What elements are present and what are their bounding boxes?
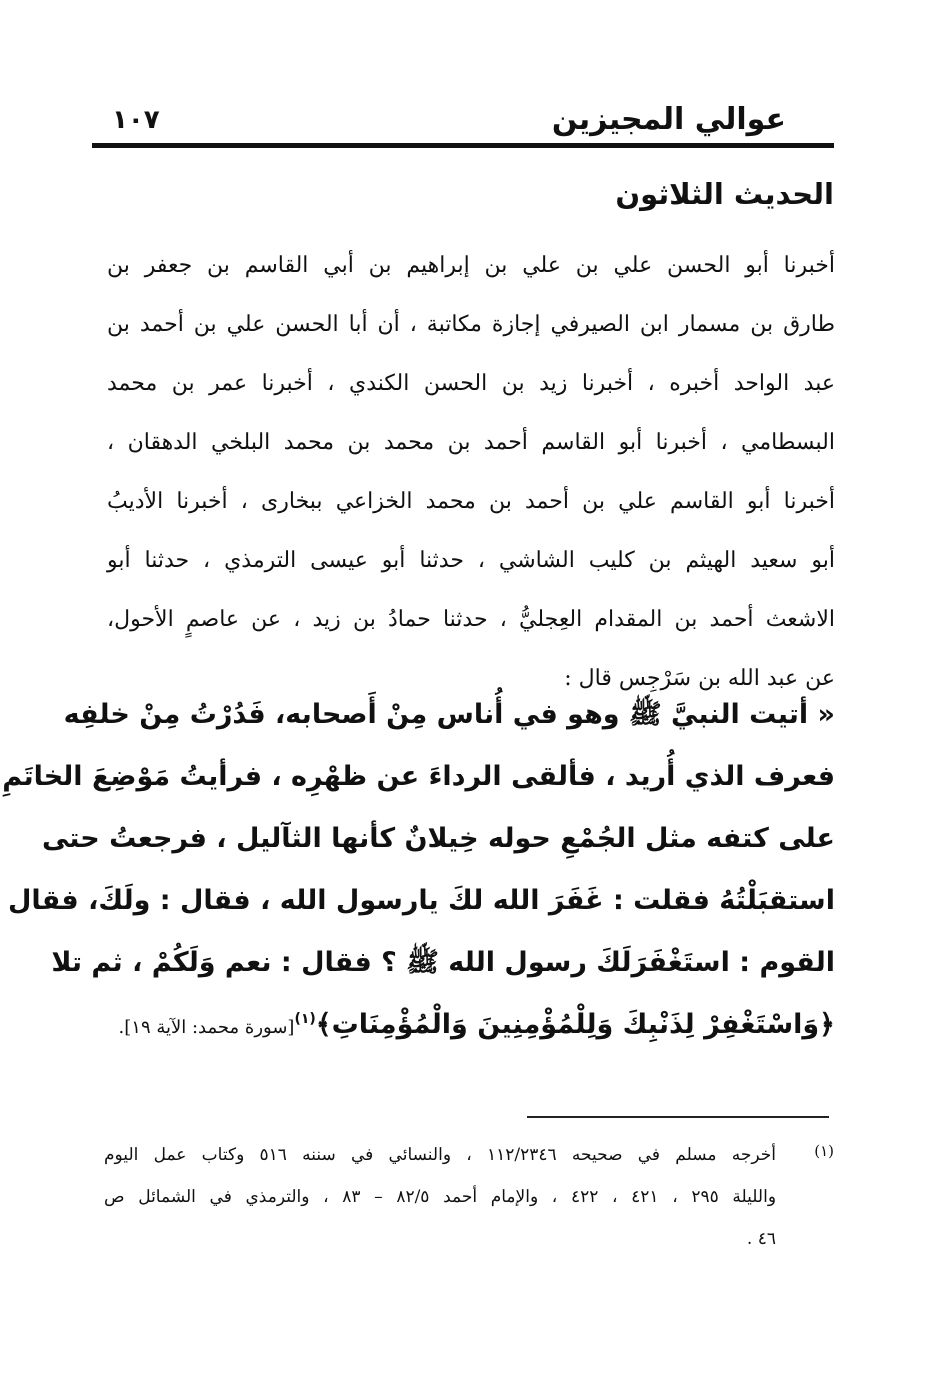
matn-paragraph <box>2 684 835 1056</box>
footnote-line: أخرجه مسلم في صحيحه ١١٢/٢٣٤٦ ، والنسائي في سننه ٥١٦ وكتاب عمل اليوم <box>104 1145 776 1165</box>
isnad-line: البسطامي ، أخبرنا أبو القاسم أحمد بن محمد بن محمد البلخي الدهقان ، <box>107 430 835 455</box>
isnad-line: أبو سعيد الهيثم بن كليب الشاشي ، حدثنا أبو عيسى الترمذي ، حدثنا أبو <box>107 548 835 573</box>
isnad-line: أخبرنا أبو القاسم علي بن أحمد بن محمد الخزاعي ببخارى ، أخبرنا الأديبُ <box>107 489 835 514</box>
matn-line: استقبَلْتُهُ فقلت : غَفَرَ الله لكَ يارسول الله ، فقال : ولَكَ، فقال <box>8 885 835 916</box>
matn-line-last <box>105 994 835 1056</box>
hadith-title: الحديث الثلاثون <box>615 177 834 211</box>
isnad-line: طارق بن مسمار ابن الصيرفي إجازة مكاتبة ، أن أبا الحسن علي بن أحمد بن <box>107 312 835 337</box>
isnad-line: عن عبد الله بن سَرْجِس قال : <box>564 666 835 691</box>
isnad-line: عبد الواحد أخبره ، أخبرنا زيد بن الحسن الكندي ، أخبرنا عمر بن محمد <box>107 371 835 396</box>
quran-verse: ﴿وَاسْتَغْفِرْ لِذَنْبِكَ وَلِلْمُؤْمِنِينَ وَالْمُؤْمِنَاتِ﴾ <box>315 1009 835 1040</box>
isnad-paragraph <box>107 236 835 708</box>
footnote-separator <box>527 1116 829 1118</box>
matn-line: فعرف الذي أُريد ، فألقى الرداءَ عن ظهْرِه ، فرأيتُ مَوْضِعَ الخاتَمِ <box>2 761 835 792</box>
isnad-line: الاشعث أحمد بن المقدام العِجليُّ ، حدثنا حمادُ بن زيد ، عن عاصمٍ الأحول، <box>107 607 835 632</box>
footnote-body <box>104 1134 776 1260</box>
surah-reference: [سورة محمد: الآية ١٩]. <box>118 1017 295 1038</box>
matn-line: « أتيت النبيَّ ﷺ وهو في أُناس مِنْ أَصحابه، فَدُرْتُ مِنْ خلفِه <box>63 699 835 730</box>
footnote-line: ٤٦ . <box>746 1229 776 1249</box>
isnad-line: أخبرنا أبو الحسن علي بن علي بن إبراهيم بن أبي القاسم بن جعفر بن <box>107 253 835 278</box>
footnote <box>104 1134 834 1260</box>
header-rule <box>92 143 834 148</box>
footnote-reference: (١) <box>294 1011 316 1027</box>
footnote-line: والليلة ٢٩٥ ، ٤٢١ ، ٤٢٢ ، والإمام أحمد ٨٢/٥ – ٨٣ ، والترمذي في الشمائل ص <box>104 1187 777 1207</box>
matn-line: القوم : استَغْفَرَلَكَ رسول الله ﷺ ؟ فقال : نعم وَلَكُمْ ، ثم تلا <box>51 947 835 978</box>
page-header <box>92 100 834 144</box>
matn-line: على كتفه مثل الجُمْعِ حوله خِيلانٌ كأنها الثآليل ، فرجعتُ حتى <box>41 823 835 854</box>
page-number: ١٠٧ <box>112 105 160 135</box>
running-title: عوالي المجيزين <box>551 102 786 137</box>
footnote-marker: (١) <box>814 1142 834 1160</box>
